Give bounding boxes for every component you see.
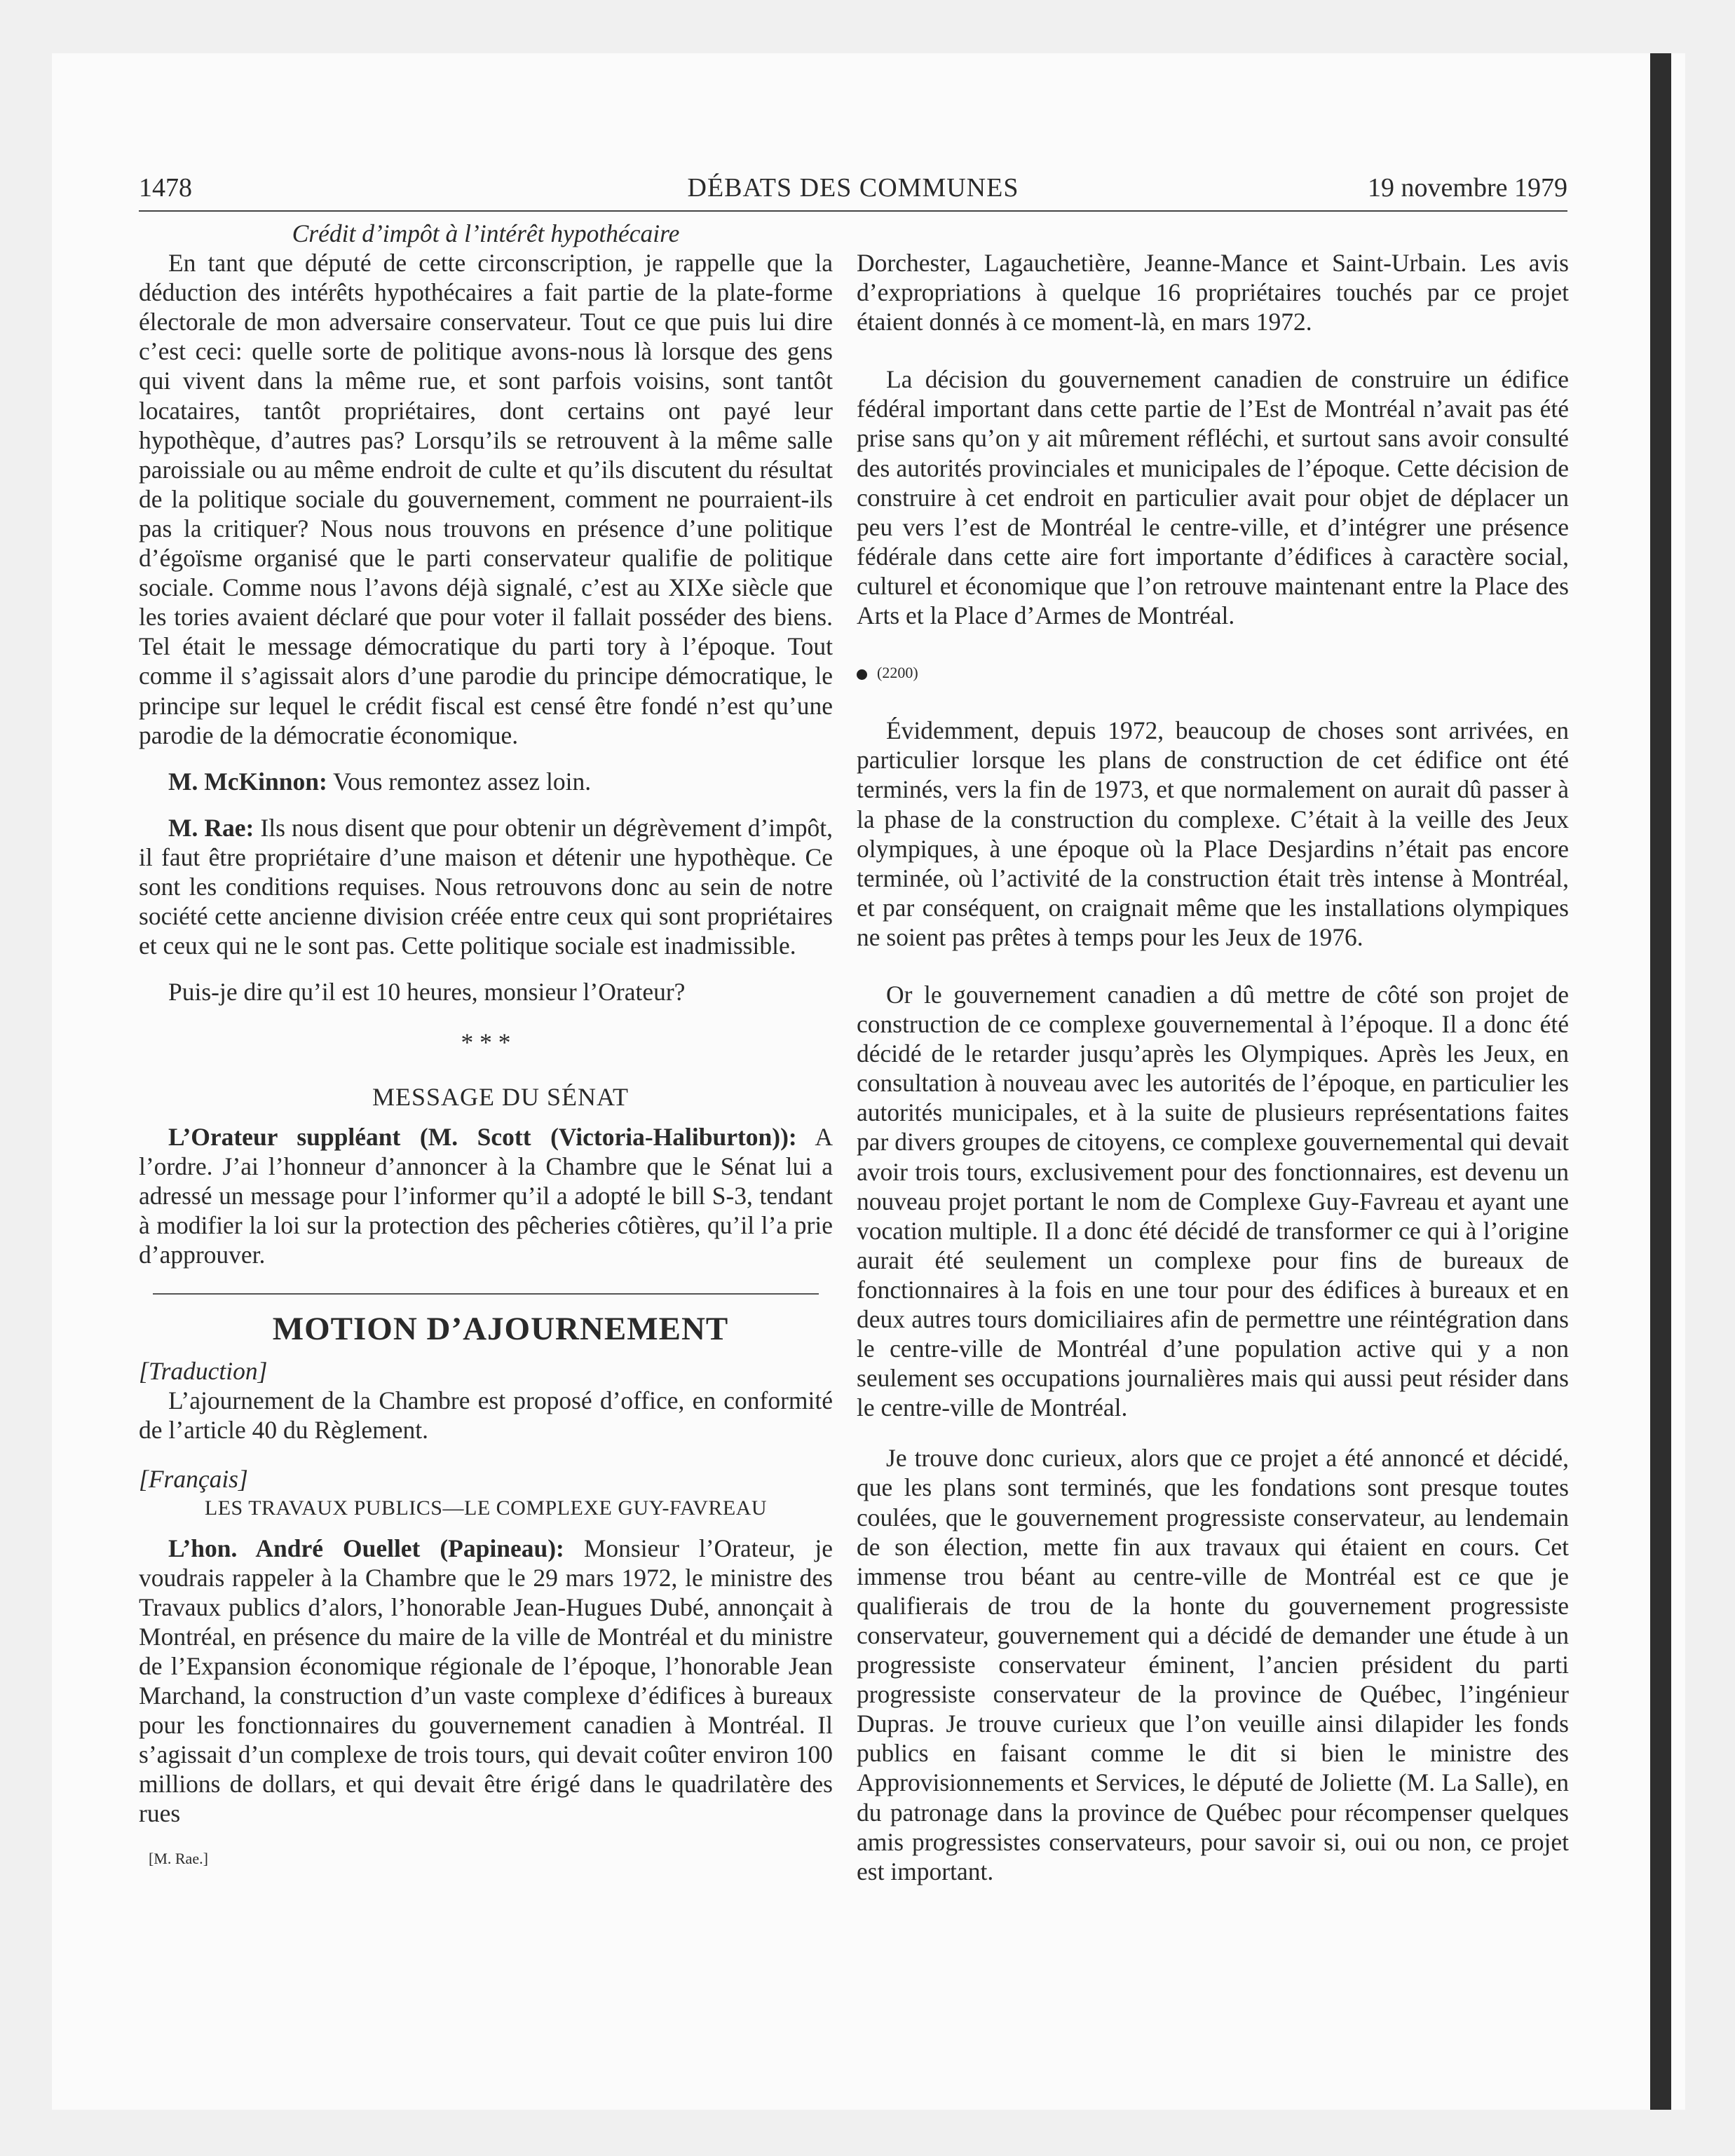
heading-motion-ajournement: MOTION D’AJOURNEMENT <box>272 1311 729 1347</box>
left-column <box>139 219 833 1874</box>
paragraph-curieux: Je trouve donc curieux, alors que ce projet a été annoncé et décidé, que les plans sont terminés, que les fondations sont presque toutes coulées, que le gouvernement progressiste conservateur, au lendemain de son élection, mette fin aux travaux qui étaient en cours. Cet immense trou béant au centre-ville de Montréal est ce que je qualifierais de trou de la honte du gouvernement progressiste conservateur, gouvernement qui a décidé de demander une étude à un progressiste conservateur éminent, l’ancien président du parti progressiste conservateur de la province de Québec, l’ingénieur Dupras. Je trouve curieux que l’on veuille ainsi dilapider les fonds publics en faisant comme le dit si bien le ministre des Approvisionnements et Services, le député de Joliette (M. La Salle), en du patronage dans la province de Québec pour récompenser quelques amis progressistes conservateurs, pour savoir si, oui ou non, ce projet est important. <box>857 1444 1569 1885</box>
right-column <box>857 219 1569 1886</box>
speaker-ouellet: L’hon. André Ouellet (Papineau): <box>168 1534 564 1562</box>
speaker-rae: M. Rae: <box>168 813 254 842</box>
time-marker <box>857 658 1569 688</box>
mckinnon-text: Vous remontez assez loin. <box>333 767 592 796</box>
header-rule <box>139 210 1567 212</box>
paragraph-mckinnon <box>139 767 833 796</box>
journal-title: DÉBATS DES COMMUNES <box>687 173 1019 203</box>
rae-text: Ils nous disent que pour obtenir un dégrèvement d’impôt, il faut être propriétaire d’une maison et détenir une hypothèque. Ce sont les conditions requises. Nous retrouvons donc au sein de notre société cette ancienne division créée entre ceux qui sont propriétaires et ceux qui ne le sont pas. Cette politique sociale est inadmissible. <box>139 813 834 960</box>
paragraph-rae-3: Puis-je dire qu’il est 10 heures, monsieur l’Orateur? <box>168 978 686 1007</box>
tag-traduction: [Traduction] <box>139 1357 268 1386</box>
paragraph-ajournement: L’ajournement de la Chambre est proposé d’office, en conformité de l’article 40 du Règlement. <box>139 1386 833 1445</box>
page-number: 1478 <box>139 173 192 203</box>
time-marker-label: (2200) <box>877 664 918 682</box>
tag-francais: [Français] <box>139 1465 248 1494</box>
section-divider <box>153 1293 819 1295</box>
paragraph-evidemment: Évidemment, depuis 1972, beaucoup de choses sont arrivées, en particulier lorsque les plans de construction de cet édifice ont été terminés, vers la fin de 1973, et que normalement on aurait dû passer à la phase de la construction du complexe. C’était à la veille des Jeux olympiques, à une époque où la Place Desjardins n’était pas encore terminée, où l’activité de la construction était très intense à Montréal, et par conséquent, on craignait même que les installations olympiques ne soient pas prêtes à temps pour les Jeux de 1976. <box>857 716 1569 951</box>
page-header <box>139 172 1567 207</box>
paragraph-ouellet <box>139 1534 833 1829</box>
bullet-icon <box>857 669 867 680</box>
speaker-orateur: L’Orateur suppléant (M. Scott (Victoria-Haliburton)): <box>168 1122 797 1151</box>
speaker-mckinnon: M. McKinnon: <box>168 767 327 796</box>
heading-message-senat: MESSAGE DU SÉNAT <box>372 1083 630 1112</box>
footer-speaker-ref: [M. Rae.] <box>149 1849 208 1867</box>
subhead-credit-impot: Crédit d’impôt à l’intérêt hypothécaire <box>292 219 680 247</box>
issue-date: 19 novembre 1979 <box>1368 173 1567 203</box>
scan-edge-shadow <box>1650 53 1671 2110</box>
paragraph-gouvernement: Or le gouvernement canadien a dû mettre de côté son projet de construction de ce complexe gouvernemental à l’époque. Il a donc été décidé de le retarder jusqu’après les Olympiques. Après les Jeux, en consultation à nouveau avec les autorités de l’époque, en particulier les autorités municipales, et à la suite de plusieurs représentations faites par divers groupes de citoyens, ce complexe gouvernemental qui devait avoir trois tours, exclusivement pour des fonctionnaires, est devenu un nouveau projet portant le nom de Complexe Guy-Favreau et ayant une vocation multiple. Il a donc été décidé de transformer ce qui à l’origine aurait été seulement un complexe pour fins de bureaux de fonctionnaires à la fois en une tour pour des édifices à bureaux et en deux autres tours domiciliaires afin de permettre une réintégration dans le centre-ville de Montréal d’une population active qui y a non seulement ses occupations journalières mais qui aussi peut résider dans le centre-ville de Montréal. <box>857 980 1569 1422</box>
section-asterisks: * * * <box>461 1028 511 1057</box>
orateur-text: A l’ordre. J’ai l’honneur d’annoncer à la Chambre que le Sénat lui a adressé un message pour l’informer qu’il a adopté le bill S-3, tendant à modifier la loi sur la protection des pêcheries côtières, qu’il l’a prie d’approuver. <box>139 1122 833 1269</box>
paragraph-rae-1: En tant que député de cette circonscription, je rappelle que la déduction des intérêts hypothécaires a fait partie de la plate-forme électorale de mon adversaire conservateur. Tout ce que puis lui dire c’est ceci: quelle sorte de politique avons-nous là lorsque des gens qui vivent dans la même rue, et sont parfois voisins, sont tantôt locataires, tantôt propriétaires, dont certains ont payé leur hypothèque, d’autres pas? Lorsqu’ils se retrouvent à la même salle paroissiale ou au même endroit de culte et qu’ils discutent du résultat de la politique sociale du gouvernement, comment ne pourraient-ils pas la critiquer? Nous nous trouvons en présence d’une politique d’égoïsme organisé que le parti conservateur qualifie de politique sociale. Comme nous l’avons déjà signalé, c’est au XIXe siècle que les tories avaient déclaré que pour voter il fallait posséder des biens. Tel était le message démocratique du parti tory à l’époque. Tout comme il s’agissait alors d’une parodie du principe démocratique, le principe sur lequel le crédit fiscal est censé être fondé n’est qu’une parodie de la démocratie économique. <box>139 249 833 749</box>
paragraph-rae-2 <box>139 813 833 960</box>
paragraph-orateur <box>139 1122 833 1269</box>
paragraph-decision: La décision du gouvernement canadien de construire un édifice fédéral important dans cette partie de l’Est de Montréal n’avait pas été prise sans qu’on y ait mûrement réfléchi, et surtout sans avoir consulté des autorités provinciales et municipales de l’époque. Cette décision de construire à cet endroit en particulier avait pour objet de déplacer un peu vers l’est de Montréal le centre-ville, et d’intégrer une présence fédérale dans cette aire fort importante d’édifices à caractère social, culturel et économique que l’on retrouve maintenant entre la Place des Arts et la Place d’Armes de Montréal. <box>857 365 1569 630</box>
ouellet-text: Monsieur l’Orateur, je voudrais rappeler à la Chambre que le 29 mars 1972, le ministre des Travaux publics d’alors, l’honorable Jean-Hugues Dubé, annonçait à Montréal, en présence du maire de la ville de Montréal et du ministre de l’Expansion économique régionale de l’époque, l’honorable Jean Marchand, la construction d’un vaste complexe d’édifices à bureaux pour les fonctionnaires du gouvernement canadien à Montréal. Il s’agissait d’un complexe de trois tours, qui devait coûter environ 100 millions de dollars, et qui devait être érigé dans le quadrilatère des rues <box>139 1534 833 1828</box>
heading-travaux-publics: LES TRAVAUX PUBLICS—LE COMPLEXE GUY-FAVREAU <box>204 1496 768 1520</box>
paragraph-continued: Dorchester, Lagauchetière, Jeanne-Mance et Saint-Urbain. Les avis d’expropriations à quelque 16 propriétaires touchés par ce projet étaient donnés à ce moment-là, en mars 1972. <box>857 249 1569 336</box>
